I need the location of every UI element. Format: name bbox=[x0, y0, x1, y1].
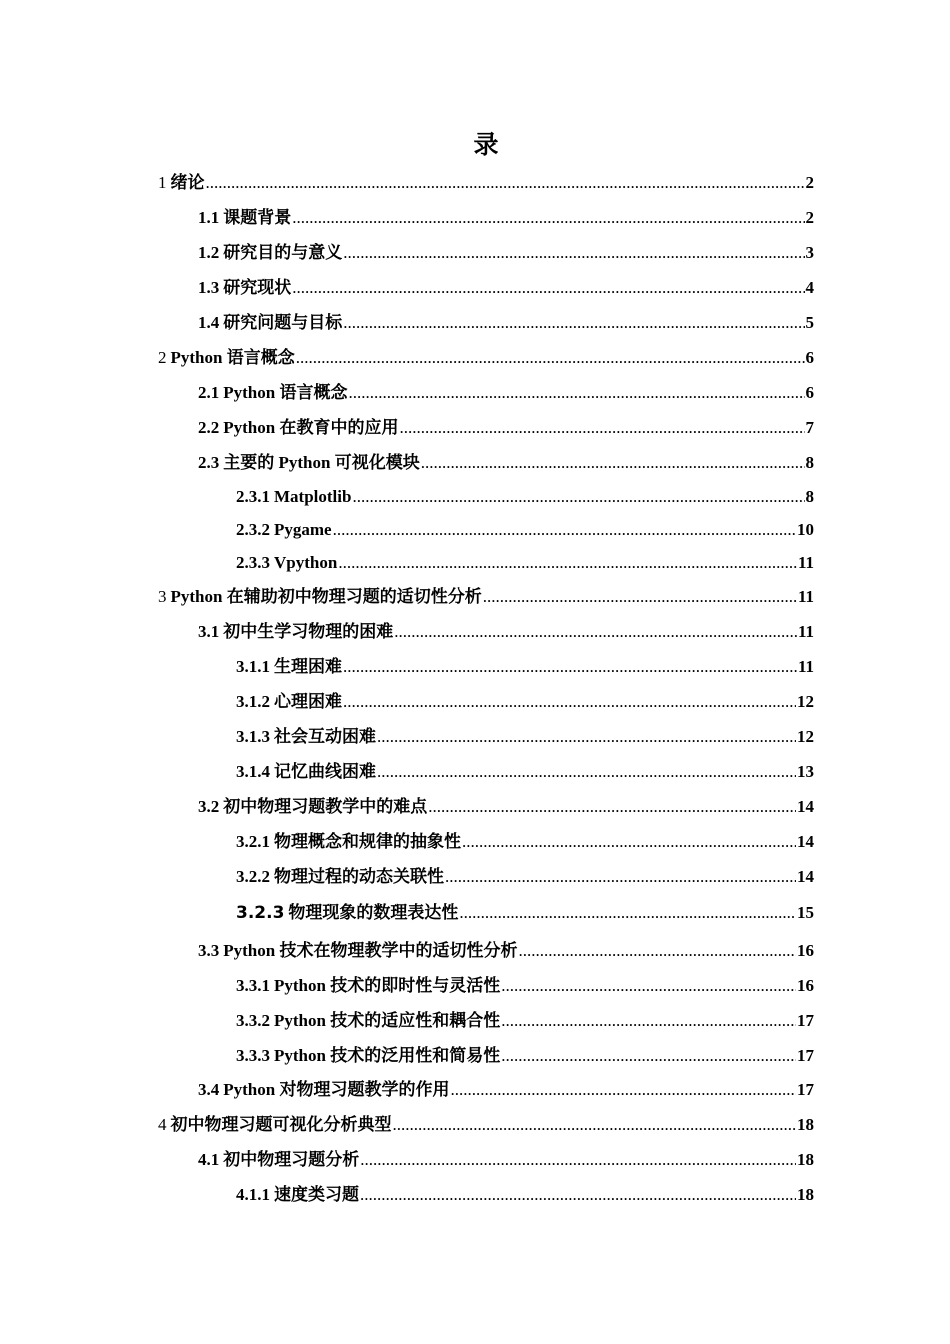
toc-entry-number: 2 bbox=[158, 348, 167, 367]
toc-entry-page: 15 bbox=[797, 903, 814, 922]
toc-entry-number: 3.3.3 bbox=[236, 1046, 270, 1065]
dot-leader bbox=[360, 1183, 796, 1207]
toc-entry-label: 初中生学习物理的困难 bbox=[223, 622, 394, 641]
toc-entry-page: 18 bbox=[797, 1150, 814, 1169]
toc-entry-label: 初中物理习题分析 bbox=[223, 1150, 360, 1169]
dot-leader bbox=[206, 171, 805, 195]
toc-entry-label: Python 语言概念 bbox=[223, 383, 348, 402]
toc-entry-number: 3.3.2 bbox=[236, 1011, 270, 1030]
toc-entry-page: 17 bbox=[797, 1011, 814, 1030]
toc-entry-number: 1.4 bbox=[198, 313, 220, 332]
toc-entry-page: 16 bbox=[797, 941, 814, 960]
toc-title: 录 bbox=[473, 130, 499, 159]
toc-entry-label: Vpython bbox=[274, 553, 338, 572]
dot-leader bbox=[450, 1078, 796, 1102]
toc-entry-number: 2.1 bbox=[198, 383, 220, 402]
dot-leader bbox=[501, 1009, 796, 1033]
toc-entry-3[interactable] bbox=[158, 585, 814, 609]
toc-entry-3-3-1[interactable] bbox=[236, 974, 814, 998]
toc-entry-number: 3.2 bbox=[198, 797, 220, 816]
dot-leader bbox=[393, 1113, 797, 1137]
toc-entry-number: 3.3 bbox=[198, 941, 220, 960]
toc-entry-number: 2.3.2 bbox=[236, 520, 270, 539]
toc-entry-3-1-3[interactable] bbox=[236, 725, 814, 749]
toc-entry-page: 14 bbox=[797, 832, 814, 851]
toc-entry-number: 3.1.1 bbox=[236, 657, 270, 676]
toc-entry-3-1-4[interactable] bbox=[236, 760, 814, 784]
toc-entry-page: 4 bbox=[805, 278, 814, 297]
toc-entry-label: 物理过程的动态关联性 bbox=[274, 867, 444, 886]
toc-entry-2-3-2[interactable] bbox=[236, 518, 814, 542]
dot-leader bbox=[462, 830, 796, 854]
toc-entry-label: 研究问题与目标 bbox=[223, 313, 343, 332]
toc-entry-1-2[interactable] bbox=[198, 241, 814, 265]
toc-entry-3-4[interactable] bbox=[198, 1078, 814, 1102]
toc-entry-page: 12 bbox=[797, 727, 814, 746]
toc-entry-number: 3.2.2 bbox=[236, 867, 270, 886]
dot-leader bbox=[343, 655, 797, 679]
toc-entry-number: 2.2 bbox=[198, 418, 220, 437]
toc-entry-label: 初中物理习题可视化分析典型 bbox=[170, 1115, 392, 1134]
toc-entry-label: 社会互动困难 bbox=[274, 727, 376, 746]
toc-entry-2-3-1[interactable] bbox=[236, 485, 814, 509]
toc-entry-page: 18 bbox=[797, 1115, 814, 1134]
dot-leader bbox=[343, 311, 804, 335]
toc-entry-page: 3 bbox=[805, 243, 814, 262]
toc-entry-page: 2 bbox=[805, 173, 814, 192]
toc-entry-number: 3.1.4 bbox=[236, 762, 270, 781]
toc-entry-1-1[interactable] bbox=[198, 206, 814, 230]
dot-leader bbox=[421, 451, 805, 475]
dot-leader bbox=[343, 690, 796, 714]
toc-entry-3-1-1[interactable] bbox=[236, 655, 814, 679]
toc-entry-1-4[interactable] bbox=[198, 311, 814, 335]
dot-leader bbox=[501, 1044, 796, 1068]
toc-entry-3-2-3[interactable] bbox=[236, 901, 814, 925]
toc-entry-number: 3.4 bbox=[198, 1080, 220, 1099]
dot-leader bbox=[483, 585, 797, 609]
toc-entry-4[interactable] bbox=[158, 1113, 814, 1137]
toc-entry-number: 4 bbox=[158, 1115, 167, 1134]
toc-entry-2-3-3[interactable] bbox=[236, 551, 814, 575]
toc-entry-3-2[interactable] bbox=[198, 795, 814, 819]
dot-leader bbox=[360, 1148, 796, 1172]
toc-entry-page: 14 bbox=[797, 867, 814, 886]
toc-entry-page: 17 bbox=[797, 1046, 814, 1065]
dot-leader bbox=[352, 485, 804, 509]
toc-entry-label: 速度类习题 bbox=[274, 1185, 359, 1204]
toc-entry-number: 1.1 bbox=[198, 208, 220, 227]
toc-entry-page: 5 bbox=[805, 313, 814, 332]
toc-entry-label: 心理困难 bbox=[274, 692, 342, 711]
toc-entry-3-1-2[interactable] bbox=[236, 690, 814, 714]
toc-entry-3-3-2[interactable] bbox=[236, 1009, 814, 1033]
dot-leader bbox=[348, 381, 804, 405]
dot-leader bbox=[399, 416, 804, 440]
toc-entry-page: 8 bbox=[805, 453, 814, 472]
toc-entry-number: 2.3.3 bbox=[236, 553, 270, 572]
toc-entry-label: Python 技术的泛用性和简易性 bbox=[274, 1046, 501, 1065]
dot-leader bbox=[501, 974, 796, 998]
toc-entry-number: 1.2 bbox=[198, 243, 220, 262]
toc-entry-label: Python 在教育中的应用 bbox=[223, 418, 399, 437]
toc-entry-page: 7 bbox=[805, 418, 814, 437]
toc-entry-label: Python 对物理习题教学的作用 bbox=[223, 1080, 450, 1099]
toc-entry-label: 记忆曲线困难 bbox=[274, 762, 376, 781]
dot-leader bbox=[338, 551, 797, 575]
dot-leader bbox=[445, 865, 796, 889]
toc-entry-page: 11 bbox=[797, 622, 814, 641]
toc-entry-2-3[interactable] bbox=[198, 451, 814, 475]
dot-leader bbox=[377, 725, 796, 749]
toc-entry-page: 16 bbox=[797, 976, 814, 995]
toc-entry-label: Matplotlib bbox=[274, 487, 352, 506]
toc-entry-2[interactable] bbox=[158, 346, 814, 370]
toc-entry-3-2-2[interactable] bbox=[236, 865, 814, 889]
dot-leader bbox=[394, 620, 797, 644]
toc-entry-page: 11 bbox=[797, 553, 814, 572]
toc-entry-1[interactable] bbox=[158, 171, 814, 195]
dot-leader bbox=[296, 346, 805, 370]
toc-entry-page: 10 bbox=[797, 520, 814, 539]
toc-entry-3-1[interactable] bbox=[198, 620, 814, 644]
toc-entry-number: 2.3.1 bbox=[236, 487, 270, 506]
dot-leader bbox=[343, 241, 804, 265]
dot-leader bbox=[518, 939, 796, 963]
dot-leader bbox=[377, 760, 796, 784]
dot-leader bbox=[292, 206, 804, 230]
toc-entry-number: 3.2.3 bbox=[236, 903, 285, 923]
toc-entry-number: 3.1.3 bbox=[236, 727, 270, 746]
toc-entry-2-2[interactable] bbox=[198, 416, 814, 440]
toc-entry-page: 11 bbox=[797, 657, 814, 676]
toc-entry-number: 3.2.1 bbox=[236, 832, 270, 851]
toc-entry-label: 物理现象的数理表达性 bbox=[288, 903, 459, 922]
toc-entry-number: 3.1.2 bbox=[236, 692, 270, 711]
toc-entry-number: 3.3.1 bbox=[236, 976, 270, 995]
toc-entry-page: 13 bbox=[797, 762, 814, 781]
toc-entry-number: 4.1 bbox=[198, 1150, 220, 1169]
dot-leader bbox=[428, 795, 796, 819]
toc-entry-label: Python 语言概念 bbox=[170, 348, 295, 367]
toc-entry-label: Python 技术在物理教学中的适切性分析 bbox=[223, 941, 518, 960]
dot-leader bbox=[333, 518, 796, 542]
toc-entry-page: 18 bbox=[797, 1185, 814, 1204]
toc-entry-page: 6 bbox=[805, 383, 814, 402]
toc-entry-page: 14 bbox=[797, 797, 814, 816]
toc-entry-number: 1.3 bbox=[198, 278, 220, 297]
toc-entry-label: 生理困难 bbox=[274, 657, 342, 676]
toc-entry-number: 4.1.1 bbox=[236, 1185, 270, 1204]
toc-entry-page: 2 bbox=[805, 208, 814, 227]
toc-entry-page: 17 bbox=[797, 1080, 814, 1099]
toc-entry-label: 初中物理习题教学中的难点 bbox=[223, 797, 428, 816]
toc-entry-label: 绪论 bbox=[170, 173, 205, 192]
toc-entry-label: 研究现状 bbox=[223, 278, 292, 297]
toc-entry-number: 3.1 bbox=[198, 622, 220, 641]
dot-leader bbox=[459, 901, 796, 925]
toc-entry-number: 2.3 bbox=[198, 453, 220, 472]
toc-entry-3-3-3[interactable] bbox=[236, 1044, 814, 1068]
toc-entry-label: Python 技术的即时性与灵活性 bbox=[274, 976, 501, 995]
toc-entry-number: 1 bbox=[158, 173, 167, 192]
toc-entry-4-1-1[interactable] bbox=[236, 1183, 814, 1207]
toc-entry-label: Python 在辅助初中物理习题的适切性分析 bbox=[170, 587, 482, 606]
toc-entry-3-2-1[interactable] bbox=[236, 830, 814, 854]
toc-entry-label: Pygame bbox=[274, 520, 332, 539]
toc-entry-3-3[interactable] bbox=[198, 939, 814, 963]
toc-entry-label: 课题背景 bbox=[223, 208, 292, 227]
toc-entry-page: 12 bbox=[797, 692, 814, 711]
toc-entry-1-3[interactable] bbox=[198, 276, 814, 300]
toc-entry-page: 6 bbox=[805, 348, 814, 367]
toc-entry-label: Python 技术的适应性和耦合性 bbox=[274, 1011, 501, 1030]
toc-entry-page: 11 bbox=[797, 587, 814, 606]
toc-entry-number: 3 bbox=[158, 587, 167, 606]
toc-entry-2-1[interactable] bbox=[198, 381, 814, 405]
toc-entry-4-1[interactable] bbox=[198, 1148, 814, 1172]
toc-entry-label: 主要的 Python 可视化模块 bbox=[223, 453, 420, 472]
toc-entry-page: 8 bbox=[805, 487, 814, 506]
toc-entry-label: 物理概念和规律的抽象性 bbox=[274, 832, 461, 851]
dot-leader bbox=[292, 276, 804, 300]
toc-entry-label: 研究目的与意义 bbox=[223, 243, 343, 262]
